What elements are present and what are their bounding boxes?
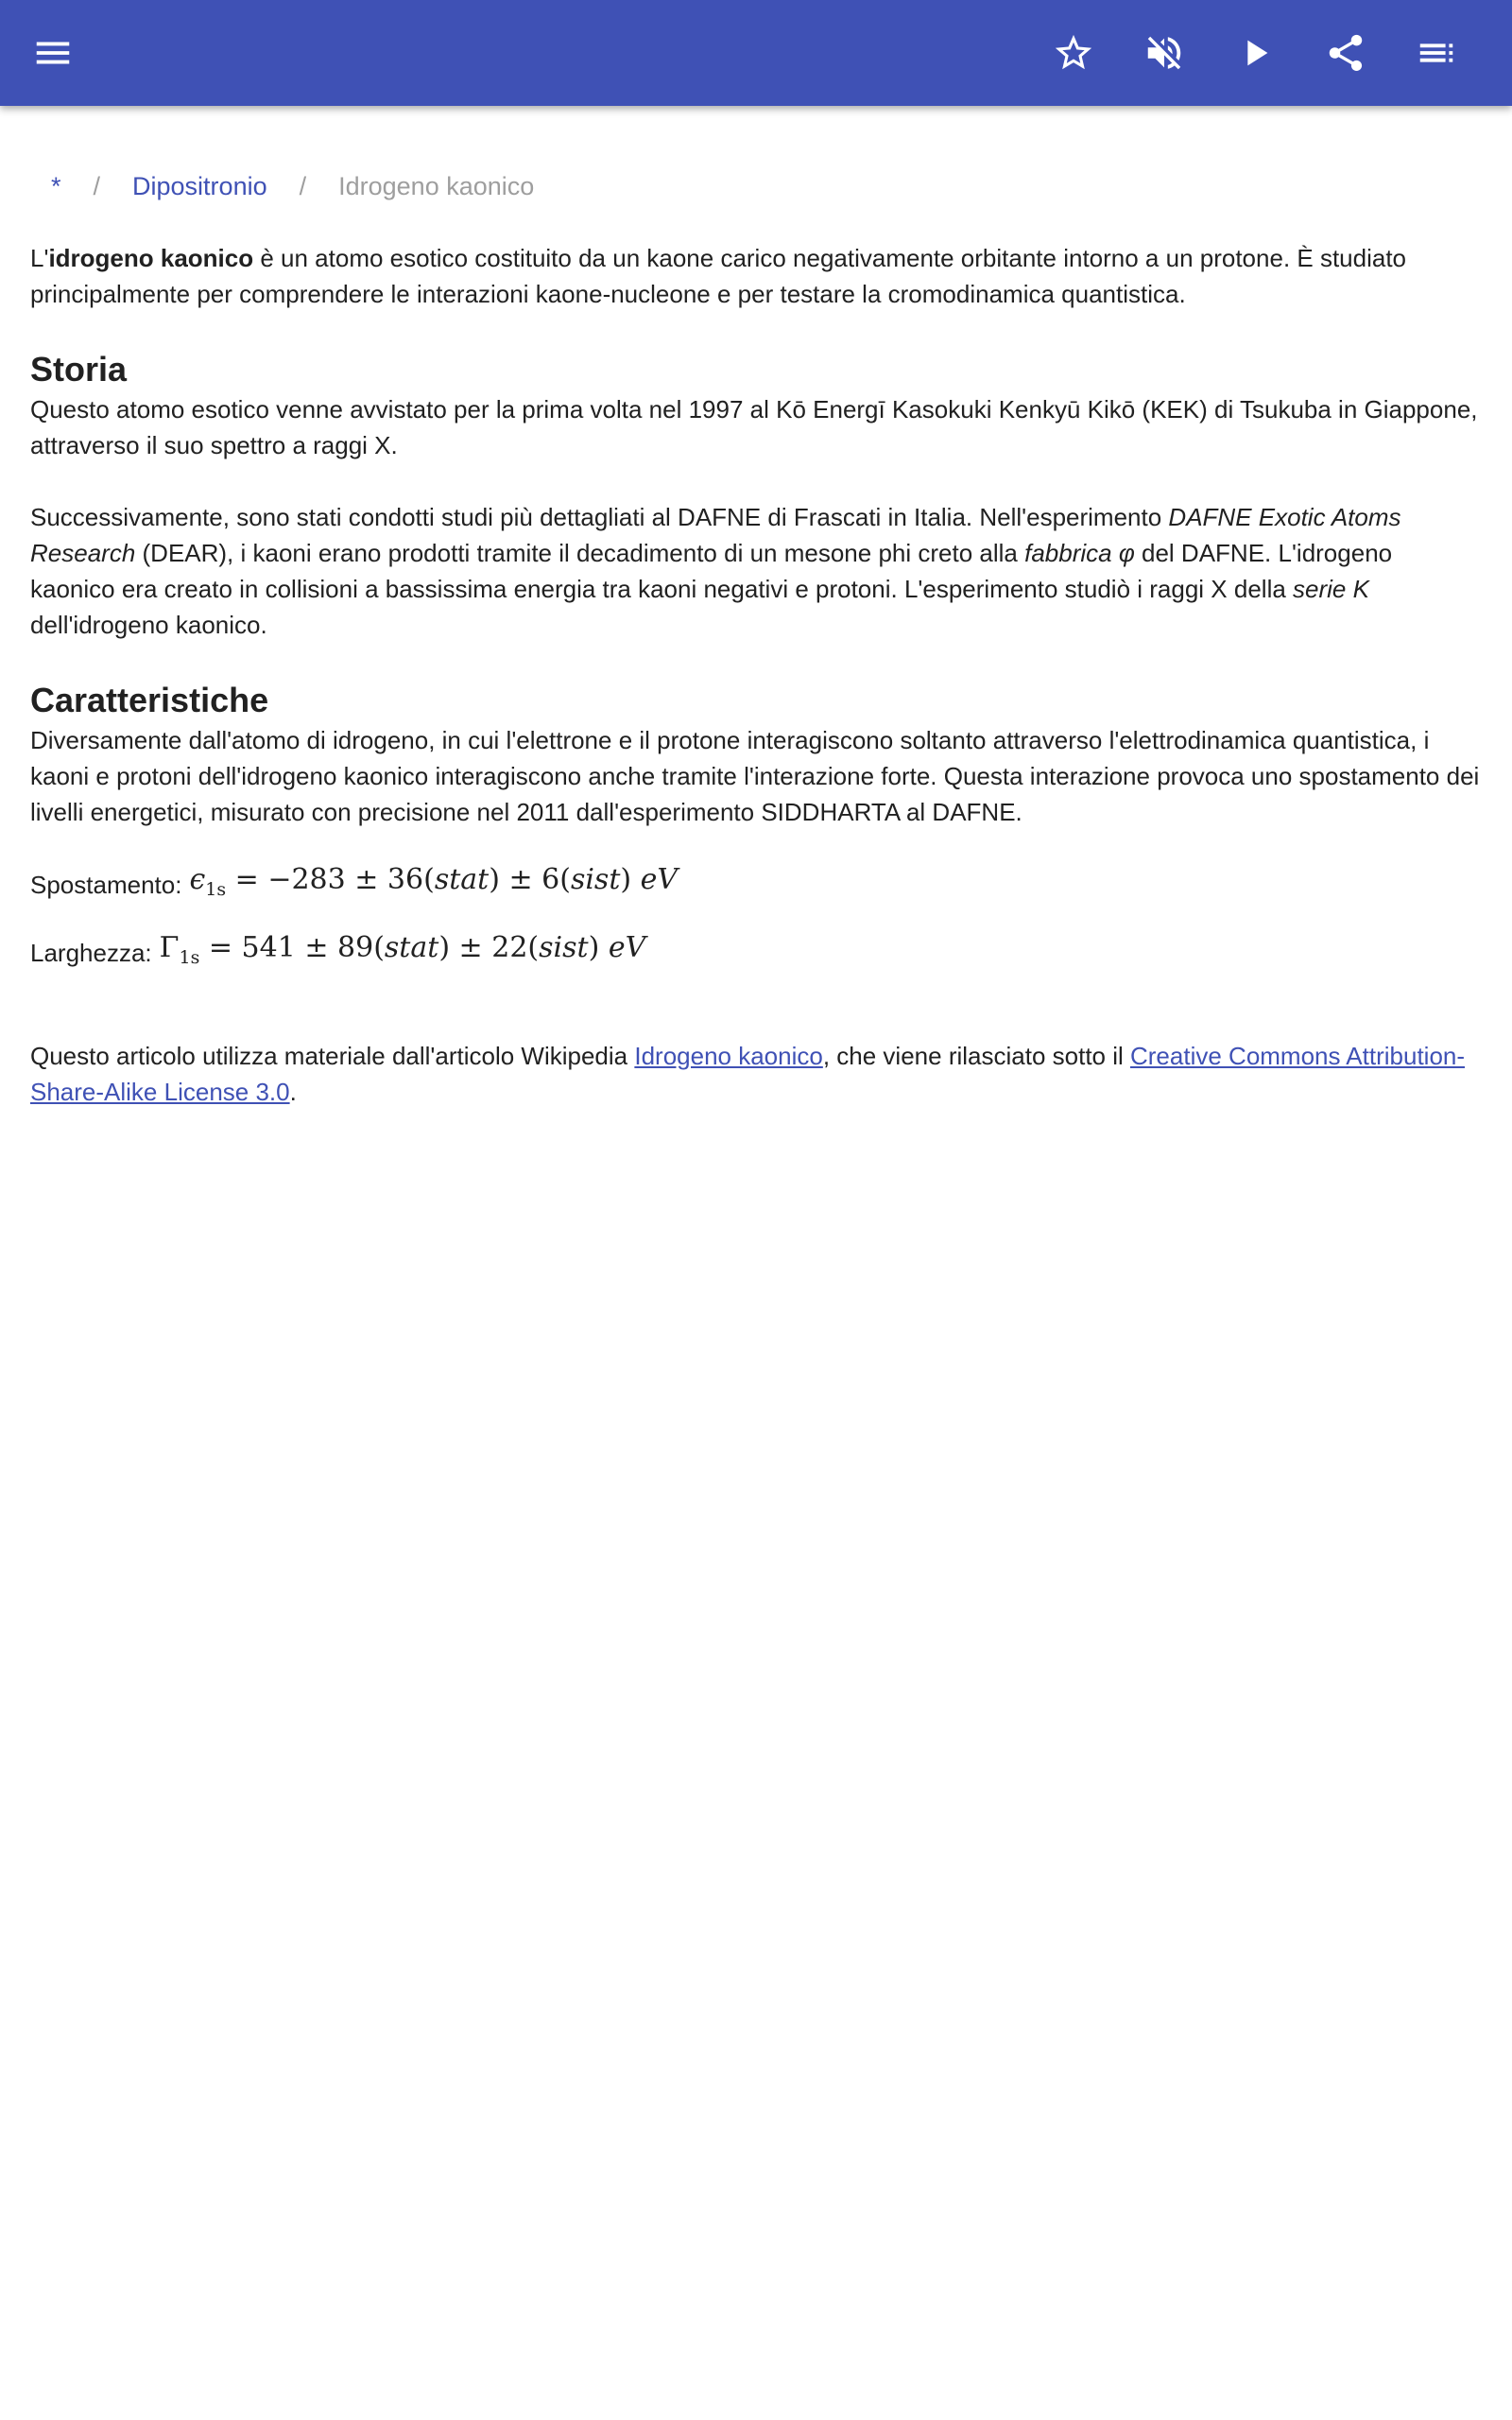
text-segment: del DAFNE. L'idrogeno kaonico era creato in collisioni a bassissima energia tra kaoni negativi e protoni. L'esperimento studiò i raggi X della xyxy=(30,539,1393,603)
math-unit: eV xyxy=(608,931,646,964)
breadcrumb-current: Idrogeno kaonico xyxy=(338,172,535,200)
formula-larghezza xyxy=(30,931,1482,972)
wikipedia-article-link[interactable]: Idrogeno kaonico xyxy=(634,1042,823,1070)
text-segment: , che viene rilasciato sotto il xyxy=(822,1042,1130,1070)
intro-paragraph xyxy=(30,240,1482,312)
math-symbol: Γ xyxy=(159,931,180,964)
math-unit: eV xyxy=(640,863,679,896)
text-segment: . xyxy=(289,1078,297,1106)
intro-text: è un atomo esotico costituito da un kaone carico negativamente orbitante intorno a un protone. È studiato principalmente per comprendere le interazioni kaone-nucleone e per testare la cromodinamica quantistica. xyxy=(30,244,1407,308)
formula-spostamento xyxy=(30,863,1482,904)
text-segment: (DEAR), i kaoni erano prodotti tramite il decadimento di un mesone phi creto alla xyxy=(135,539,1025,567)
math-end: ) xyxy=(588,931,609,964)
star-icon[interactable] xyxy=(1043,23,1104,83)
math-stat: stat xyxy=(384,931,439,964)
storia-paragraph-2 xyxy=(30,499,1482,643)
section-storia xyxy=(30,348,1482,643)
math-mid: ) ± 6( xyxy=(489,863,571,896)
storia-paragraph-1: Questo atomo esotico venne avvistato per la prima volta nel 1997 al Kō Energī Kasokuki Kenkyū Kikō (KEK) di Tsukuba in Giappone, attraverso il suo spettro a raggi X. xyxy=(30,395,1478,459)
breadcrumb xyxy=(30,151,1482,221)
italic-segment: fabbrica φ xyxy=(1024,539,1135,567)
license-link[interactable]: Creative Commons Attribution-Share-Alike License 3.0 xyxy=(30,1042,1466,1106)
math-sist: sist xyxy=(539,931,589,964)
formula-label: Spostamento: xyxy=(30,871,182,899)
formula-label: Larghezza: xyxy=(30,939,152,967)
text-segment: dell'idrogeno kaonico. xyxy=(30,611,267,639)
caratteristiche-paragraph-1: Diversamente dall'atomo di idrogeno, in cui l'elettrone e il protone interagiscono soltanto attraverso l'elettrodinamica quantistica, i kaoni e protoni dell'idrogeno kaonico interagiscono anche tramite l'interazione forte. Questa interazione provoca uno spostamento dei livelli energetici, misurato con precisione nel 2011 dall'esperimento SIDDHARTA al DAFNE. xyxy=(30,726,1480,826)
article xyxy=(30,151,1482,1146)
play-icon[interactable] xyxy=(1225,23,1285,83)
math-end: ) xyxy=(620,863,641,896)
math-symbol: ϵ xyxy=(189,863,206,896)
toc-icon[interactable] xyxy=(1406,23,1467,83)
volume-off-icon[interactable] xyxy=(1134,23,1194,83)
breadcrumb-parent[interactable]: Dipositronio xyxy=(132,172,267,200)
intro-term: idrogeno kaonico xyxy=(48,244,254,272)
share-icon[interactable] xyxy=(1315,23,1376,83)
math-value: = −283 ± 36( xyxy=(234,863,435,896)
section-caratteristiche xyxy=(30,679,1482,972)
section-title-storia: Storia xyxy=(30,350,128,389)
math-subscript: 1s xyxy=(205,879,227,900)
italic-segment: serie K xyxy=(1293,575,1369,603)
math-subscript: 1s xyxy=(179,947,200,968)
section-title-caratteristiche: Caratteristiche xyxy=(30,681,269,719)
text-segment: Questo articolo utilizza materiale dall'articolo Wikipedia xyxy=(30,1042,635,1070)
intro-prefix: L' xyxy=(30,244,49,272)
formula-math xyxy=(160,930,646,976)
math-stat: stat xyxy=(434,863,490,896)
license-notice xyxy=(30,1038,1482,1110)
app-bar xyxy=(0,0,1512,106)
text-segment: Successivamente, sono stati condotti studi più dettagliati al DAFNE di Frascati in Italia. Nell'esperimento xyxy=(30,503,1169,531)
math-mid: ) ± 22( xyxy=(438,931,540,964)
breadcrumb-root[interactable]: * xyxy=(51,172,61,200)
italic-segment: DAFNE Exotic Atoms Research xyxy=(30,503,1401,567)
menu-icon[interactable] xyxy=(23,23,83,83)
math-sist: sist xyxy=(570,863,621,896)
formula-math xyxy=(189,862,678,908)
breadcrumb-separator: / xyxy=(299,172,307,200)
breadcrumb-separator: / xyxy=(93,172,101,200)
math-value: = 541 ± 89( xyxy=(208,931,385,964)
